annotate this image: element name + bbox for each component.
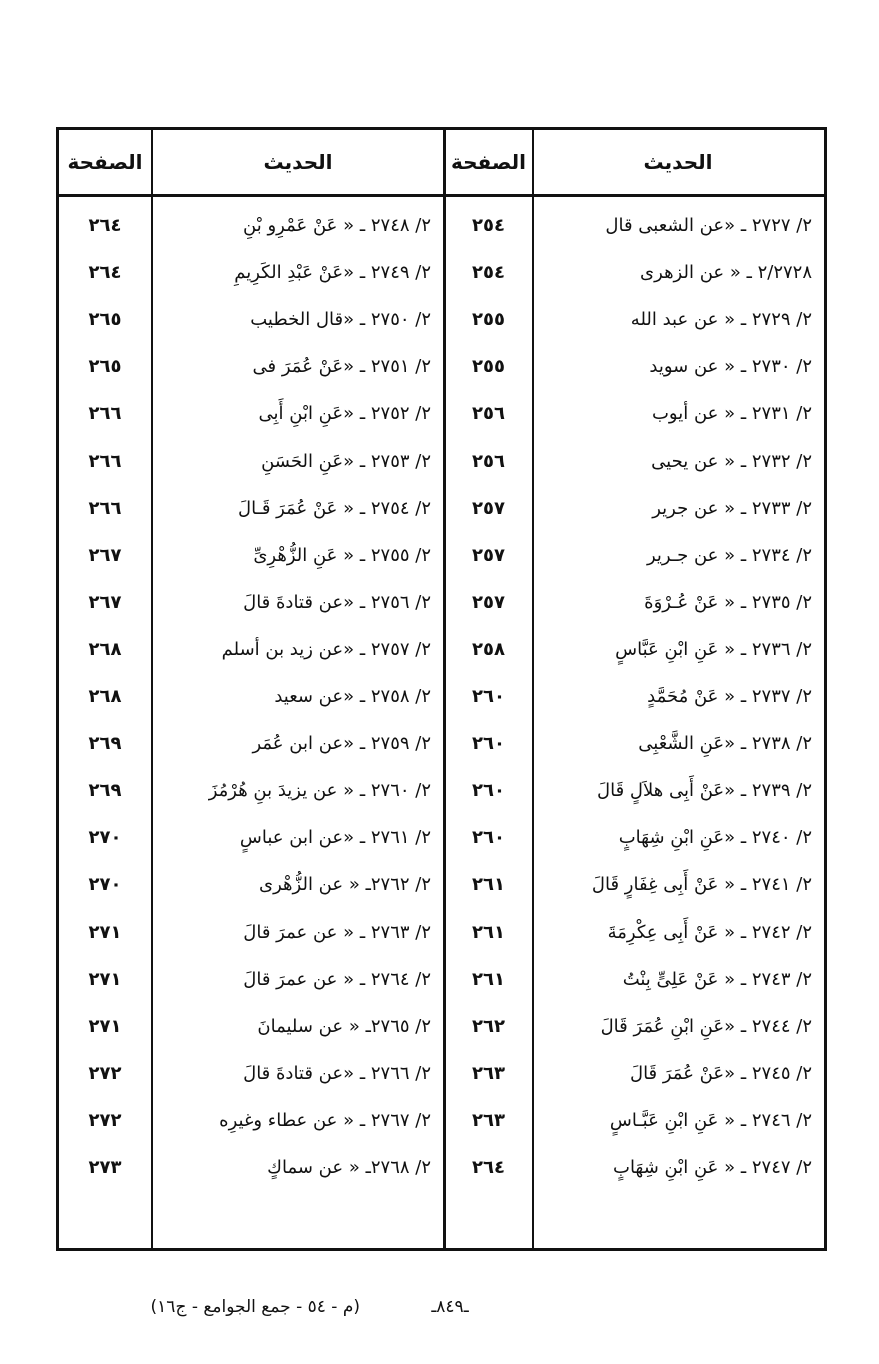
hadith-entry: ٢/ ٢٧٦٢ـ « عن الزُّهْرى (259, 874, 431, 896)
page-number-cell: ٢٦٥ (88, 356, 122, 378)
table-row (59, 814, 824, 861)
hadith-entry: ٢/ ٢٧٥٩ ـ «عن ابن عُمَر (252, 733, 431, 755)
page-number-cell: ٢٥٧ (472, 591, 505, 613)
page-number-cell: ٢٥٦ (472, 403, 505, 425)
hadith-entry: ٢/ ٢٧٤١ ـ « عَنْ أَبِى غِفَارٍ قَالَ (591, 874, 812, 896)
page-number-cell: ٢٦٨ (88, 686, 122, 707)
page-number-cell: ٢٧١ (88, 1015, 122, 1037)
page-number-cell: ٢٥٨ (472, 638, 505, 660)
table-row (59, 202, 824, 249)
page-number-cell: ٢٧٠ (88, 827, 122, 849)
header-page-left: الصفحة (67, 150, 143, 174)
hadith-entry: ٢/ ٢٧٣٧ ـ « عَنْ مُحَمَّدٍ (647, 686, 812, 707)
table-row (59, 626, 824, 673)
page-number-cell: ٢٦٠ (472, 686, 505, 707)
page-number-cell: ٢٧٢ (88, 1062, 122, 1084)
table-row (59, 249, 824, 296)
hadith-entry: ٢/ ٢٧٢٩ ـ « عن عبد الله (630, 309, 812, 331)
table-row (59, 861, 824, 908)
page-number-cell: ٢٥٤ (472, 262, 505, 284)
hadith-entry: ٢/ ٢٧٥٢ ـ «عَنِ ابْنِ أَبِى (258, 403, 431, 425)
hadith-entry: ٢/ ٢٧٣٦ ـ « عَنِ ابْنِ عَبَّاسٍ (615, 638, 812, 660)
page-number-cell: ٢٧١ (88, 921, 122, 943)
hadith-entry: ٢/ ٢٧٤٢ ـ « عَنْ أَبِى عِكْرِمَةَ (607, 921, 812, 943)
page-number-cell: ٢٦١ (472, 968, 505, 990)
hadith-entry: ٢/ ٢٧٤٧ ـ « عَنِ ابْنِ شِهَابٍ (613, 1157, 812, 1178)
hadith-entry: ٢/ ٢٧٣٨ ـ «عَنِ الشَّعْبِى (638, 733, 812, 755)
hadith-entry: ٢/ ٢٧٤٦ ـ « عَنِ ابْنِ عَبَّـاسٍ (609, 1109, 812, 1131)
hadith-entry: ٢/ ٢٧٦٤ ـ « عن عمرَ قالَ (243, 968, 431, 990)
page-number-cell: ٢٥٧ (472, 497, 505, 519)
table-row (59, 1050, 824, 1097)
hadith-entry: ٢/ ٢٧٥٤ ـ « عَنْ عُمَرَ قَـالَ (238, 497, 431, 519)
page-number-cell: ٢٧٣ (88, 1157, 122, 1178)
page-number-cell: ٢٦٦ (88, 450, 122, 472)
hadith-entry: ٢/ ٢٧٤٤ ـ «عَنِ ابْنِ عُمَرَ قَالَ (600, 1015, 812, 1037)
page-number-cell: ٢٦٠ (472, 780, 505, 802)
table-row (59, 579, 824, 626)
volume-reference: (م - ٥٤ - جمع الجوامع - ج١٦) (150, 1297, 360, 1317)
page-number-cell: ٢٦٥ (88, 309, 122, 331)
hadith-entry: ٢/ ٢٧٣١ ـ « عن أيوب (651, 403, 812, 425)
hadith-entry: ٢/ ٢٧٥٣ ـ «عَنِ الحَسَنِ (261, 450, 431, 472)
index-table (56, 127, 827, 1251)
table-row (59, 296, 824, 343)
hadith-entry: ٢/ ٢٧٣٩ ـ «عَنْ أَبِى هلاَلٍ قَالَ (597, 780, 812, 802)
table-row (59, 438, 824, 485)
hadith-entry: ٢/ ٢٧٦٦ ـ «عن قتادةَ قالَ (243, 1062, 431, 1084)
hadith-entry: ٢/ ٢٧٤٥ ـ «عَنْ عُمَرَ قَالَ (629, 1062, 812, 1084)
page-number-cell: ٢٦٧ (88, 544, 122, 566)
hadith-entry: ٢/ ٢٧٢٧ ـ «عن الشعبى قال (605, 215, 812, 236)
page-number-cell: ٢٦٣ (472, 1109, 505, 1131)
page-number-cell: ٢٦٨ (88, 638, 122, 660)
table-row (59, 1097, 824, 1144)
page-number-cell: ٢٦٤ (472, 1157, 505, 1178)
page-number-cell: ٢٦٣ (472, 1062, 505, 1084)
hadith-entry: ٢/ ٢٧٣٠ ـ « عن سويد (649, 356, 812, 378)
table-row (59, 343, 824, 390)
page-number-cell: ٢٦٩ (88, 780, 122, 802)
hadith-entry: ٢/ ٢٧٤٨ ـ « عَنْ عَمْرِو بْنِ (243, 215, 431, 236)
hadith-entry: ٢/ ٢٧٥٨ ـ «عن سعيد (274, 686, 431, 707)
page-number-cell: ٢٥٤ (472, 215, 505, 236)
hadith-entry: ٢/ ٢٧٣٤ ـ « عن جـرير (646, 544, 812, 566)
page-number-cell: ٢٦٧ (88, 591, 122, 613)
hadith-entry: ٢/٢٧٢٨ ـ « عن الزهرى (640, 262, 812, 284)
table-row (59, 390, 824, 437)
table-row (59, 1144, 824, 1191)
hadith-entry: ٢/ ٢٧٤٠ ـ «عَنِ ابْنِ شِهَابٍ (618, 827, 812, 849)
page-number-cell: ٢٥٥ (472, 309, 505, 331)
hadith-entry: ٢/ ٢٧٦٥ـ « عن سليمانَ (257, 1015, 431, 1037)
hadith-entry: ٢/ ٢٧٣٣ ـ « عن جرير (652, 497, 812, 519)
table-row (59, 673, 824, 720)
header-hadith-right: الحديث (643, 150, 713, 174)
hadith-entry: ٢/ ٢٧٤٣ ـ « عَنْ عَلِىٍّ بِنْتُ (622, 968, 812, 990)
hadith-entry: ٢/ ٢٧٤٩ ـ «عَنْ عَبْدِ الكَرِيمِ (234, 262, 431, 284)
page-number-cell: ٢٥٦ (472, 450, 505, 472)
hadith-entry: ٢/ ٢٧٥٦ ـ «عن قتادةَ قالَ (243, 591, 431, 613)
hadith-entry: ٢/ ٢٧٥٥ ـ « عَنِ الزُّهْرِىِّ (253, 544, 431, 566)
page-number-cell: ٢٧١ (88, 968, 122, 990)
hadith-entry: ٢/ ٢٧٥١ ـ «عَنْ عُمَرَ فى (252, 356, 431, 378)
page-number-cell: ٢٧٠ (88, 874, 122, 896)
hadith-entry: ٢/ ٢٧٥٧ ـ «عن زيد بن أسلم (221, 638, 431, 660)
page-number-cell: ٢٦٦ (88, 497, 122, 519)
hadith-entry: ٢/ ٢٧٦١ ـ «عن ابن عباسٍ (239, 827, 431, 849)
table-row (59, 1003, 824, 1050)
hadith-entry: ٢/ ٢٧٦٨ـ « عن سماكٍ (267, 1157, 431, 1178)
table-row (59, 720, 824, 767)
table-row (59, 767, 824, 814)
table-row (59, 485, 824, 532)
hadith-entry: ٢/ ٢٧٣٥ ـ « عَنْ عُـرْوَةَ (644, 591, 812, 613)
page-number-cell: ٢٦١ (472, 874, 505, 896)
page-number-cell: ٢٦١ (472, 921, 505, 943)
hadith-entry: ٢/ ٢٧٦٠ ـ « عن يزيدَ بنِ هُرْمُزَ (208, 780, 431, 802)
page-number-cell: ٢٦٤ (88, 262, 122, 284)
table-row (59, 909, 824, 956)
page-number-cell: ٢٦٩ (88, 733, 122, 755)
hadith-entry: ٢/ ٢٧٥٠ ـ «قال الخطيب (250, 309, 431, 331)
header-divider (59, 194, 824, 197)
hadith-entry: ٢/ ٢٧٣٢ ـ « عن يحيى (651, 450, 812, 472)
page-number-cell: ٢٦٤ (88, 215, 122, 236)
table-row (59, 532, 824, 579)
page-number-cell: ٢٦٠ (472, 733, 505, 755)
page-number-cell: ٢٦٢ (472, 1015, 505, 1037)
table-row (59, 956, 824, 1003)
page-number-cell: ٢٦٠ (472, 827, 505, 849)
page-number-cell: ٢٧٢ (88, 1109, 122, 1131)
page-number-cell: ٢٦٦ (88, 403, 122, 425)
hadith-entry: ٢/ ٢٧٦٣ ـ « عن عمرَ قالَ (243, 921, 431, 943)
header-page-right: الصفحة (451, 150, 527, 174)
header-hadith-left: الحديث (263, 150, 333, 174)
page-number-cell: ٢٥٧ (472, 544, 505, 566)
page-number: ـ٨٤٩ـ (431, 1297, 469, 1317)
hadith-entry: ٢/ ٢٧٦٧ ـ « عن عطاء وغيرِه (219, 1109, 431, 1131)
page-number-cell: ٢٥٥ (472, 356, 505, 378)
